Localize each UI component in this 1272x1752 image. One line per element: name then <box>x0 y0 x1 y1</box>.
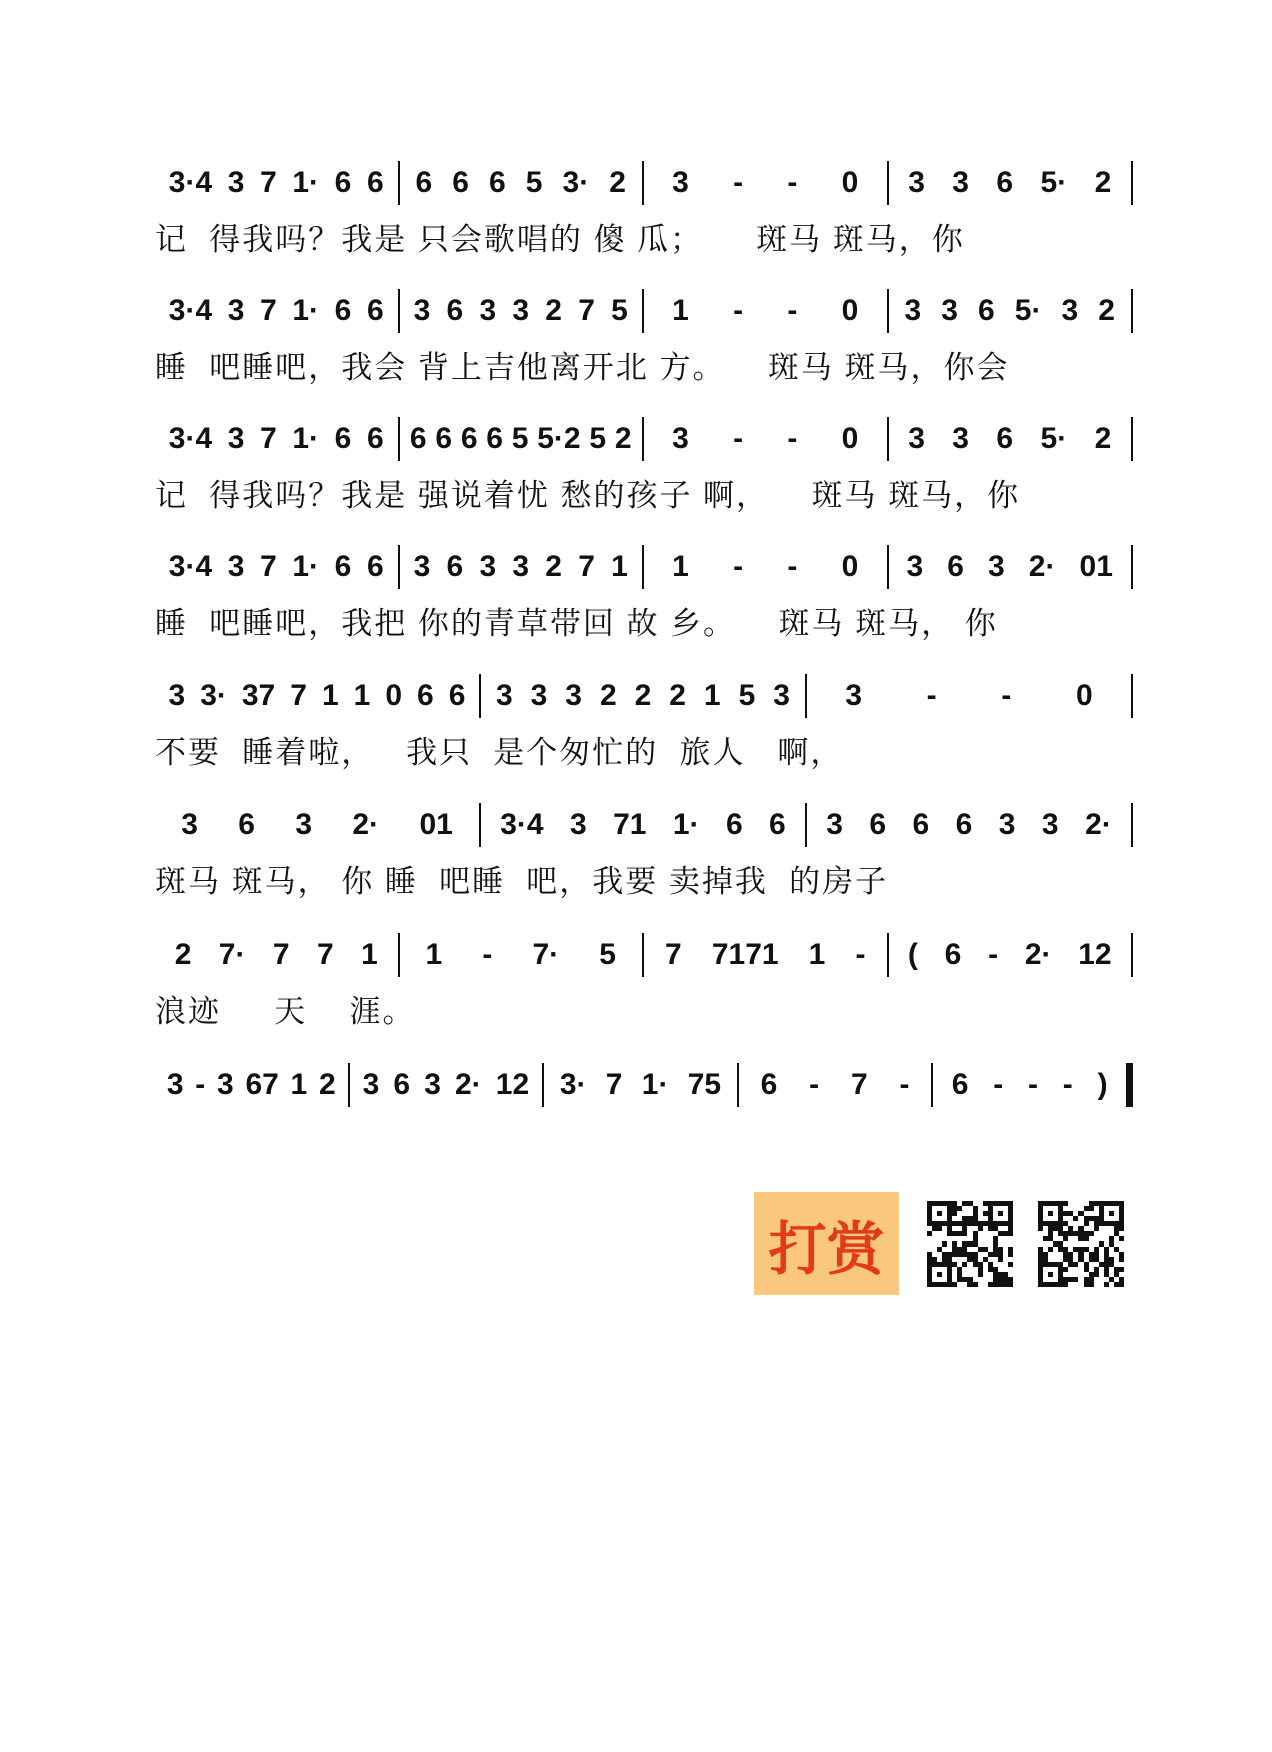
measure <box>544 1068 737 1102</box>
note: 6 <box>769 808 786 841</box>
note: 1 <box>672 294 689 327</box>
note: 0 <box>841 422 859 455</box>
barline <box>1131 161 1133 205</box>
note: 01 <box>1079 550 1113 583</box>
note: 2 <box>1094 422 1112 455</box>
note: 3 <box>998 808 1016 841</box>
note: ) <box>1097 1068 1108 1101</box>
note: 7· <box>532 938 560 971</box>
note: 12 <box>1078 938 1112 971</box>
note: - <box>899 1068 910 1101</box>
note: 6 <box>334 166 352 199</box>
note: 7 <box>850 1068 868 1101</box>
note: 0 <box>841 550 859 583</box>
note: 3· <box>562 166 590 199</box>
note: 3 <box>908 166 925 199</box>
note: 7 <box>578 550 595 583</box>
note: 3·4 <box>168 166 213 199</box>
barline <box>1126 1063 1133 1107</box>
measure <box>807 679 1131 713</box>
note: 7 <box>260 294 277 327</box>
lyrics: 睡 吧睡吧，我会 背上吉他离开北 方。 斑马 斑马，你会 <box>155 350 1010 385</box>
measure <box>739 1068 932 1102</box>
measure <box>807 808 1131 842</box>
notation <box>155 673 1133 719</box>
note: 3 <box>479 294 497 327</box>
measure <box>481 808 805 842</box>
note: 6 <box>393 1068 411 1101</box>
note: 6 <box>489 166 506 199</box>
note: 3 <box>826 808 843 841</box>
note: 1 <box>290 1068 308 1101</box>
note: 2 <box>634 679 652 712</box>
measure <box>644 422 887 456</box>
note: 2· <box>352 808 380 841</box>
note: 1· <box>292 166 320 199</box>
note: 3 <box>952 422 969 455</box>
note: 3 <box>908 422 925 455</box>
reward-label: 打赏 <box>768 1216 885 1282</box>
note: 6 <box>334 294 352 327</box>
note: 3·4 <box>500 808 544 841</box>
note: 3 <box>530 679 548 712</box>
note: 3 <box>672 422 689 455</box>
note: 6 <box>448 679 466 712</box>
note: - <box>787 294 798 327</box>
note: - <box>787 166 798 199</box>
note: 3 <box>479 550 497 583</box>
note: 2 <box>1098 294 1115 327</box>
measure <box>155 808 479 842</box>
lyrics: 不要 睡着啦， 我只 是个匆忙的 旅人 啊， <box>155 735 844 770</box>
measure <box>155 550 398 584</box>
measure <box>155 938 398 972</box>
measure <box>644 166 887 200</box>
note: 5 <box>599 938 616 971</box>
measure <box>155 1068 348 1102</box>
measure <box>644 550 887 584</box>
note: 5·2 <box>537 422 581 455</box>
note: 7 <box>578 294 595 327</box>
note: 2 <box>545 550 562 583</box>
note: 3 <box>988 550 1005 583</box>
note: 6 <box>334 550 352 583</box>
barline <box>1131 417 1133 461</box>
note: 3 <box>495 679 513 712</box>
note: 3 <box>952 166 969 199</box>
note: - <box>787 422 798 455</box>
note: 6 <box>409 422 427 455</box>
note: 1 <box>611 550 628 583</box>
note: 3 <box>413 294 431 327</box>
note: 2 <box>669 679 686 712</box>
note: 2 <box>599 679 617 712</box>
measure <box>400 294 643 328</box>
note: 3 <box>512 550 530 583</box>
note: 3· <box>559 1068 587 1101</box>
note: 1· <box>641 1068 669 1101</box>
note: - <box>787 550 798 583</box>
lyrics: 斑马 斑马， 你 睡 吧睡 吧，我要 卖掉我 的房子 <box>155 864 889 899</box>
note: 6 <box>435 422 453 455</box>
note: 6 <box>725 808 743 841</box>
note: 3 <box>941 294 958 327</box>
note: - <box>482 938 493 971</box>
note: 3 <box>672 166 689 199</box>
note: 3 <box>512 294 530 327</box>
note: - <box>195 1068 206 1101</box>
qr-code-icon <box>927 1201 1013 1287</box>
measure <box>644 294 887 328</box>
note: 3 <box>904 294 922 327</box>
note: ( <box>907 938 918 971</box>
notation <box>155 288 1133 334</box>
measure <box>155 166 398 200</box>
note: 6 <box>760 1068 778 1101</box>
note: 1 <box>425 938 443 971</box>
note: 71 <box>613 808 647 841</box>
measure <box>644 938 887 972</box>
measure <box>400 166 643 200</box>
note: 6 <box>460 422 478 455</box>
measure <box>400 938 643 972</box>
note: 2 <box>174 938 192 971</box>
score-line <box>155 160 1133 259</box>
note: 12 <box>495 1068 530 1101</box>
note: 2 <box>1094 166 1112 199</box>
note: 1· <box>292 550 320 583</box>
note: - <box>988 938 999 971</box>
note: - <box>1062 1068 1073 1101</box>
note: 2· <box>454 1068 482 1101</box>
note: 6 <box>415 166 433 199</box>
note: 6 <box>446 294 464 327</box>
note: 1 <box>353 679 371 712</box>
measure <box>933 1068 1126 1102</box>
notation <box>155 544 1133 590</box>
note: 6 <box>955 808 973 841</box>
note: 6 <box>446 550 464 583</box>
measure <box>400 422 643 456</box>
score-line <box>155 1062 1133 1116</box>
lyrics: 睡 吧睡吧，我把 你的青草带回 故 乡。 斑马 斑马， 你 <box>155 606 998 641</box>
note: 6 <box>486 422 503 455</box>
note: 3 <box>227 166 245 199</box>
note: 2 <box>609 166 626 199</box>
note: 0 <box>841 294 859 327</box>
measure <box>889 938 1132 972</box>
note: 2 <box>318 1068 336 1101</box>
score-line <box>155 802 1133 901</box>
note: - <box>733 166 744 199</box>
note: - <box>1028 1068 1039 1101</box>
note: 6 <box>912 808 930 841</box>
note: 7171 <box>711 938 779 971</box>
note: - <box>855 938 866 971</box>
note: 3 <box>565 679 582 712</box>
note: 3 <box>1041 808 1059 841</box>
note: 2· <box>1028 550 1056 583</box>
note: 6 <box>238 808 255 841</box>
note: 3 <box>569 808 587 841</box>
notation <box>155 1062 1133 1108</box>
note: 5· <box>1014 294 1042 327</box>
note: 3·4 <box>168 294 213 327</box>
note: 1 <box>672 550 689 583</box>
note: 1 <box>808 938 826 971</box>
note: 7 <box>316 938 334 971</box>
note: 3 <box>166 1068 184 1101</box>
note: 6 <box>944 938 962 971</box>
measure <box>155 294 398 328</box>
note: 3 <box>227 550 245 583</box>
note: 6 <box>996 422 1014 455</box>
note: 5 <box>511 422 529 455</box>
note: 3·4 <box>168 550 213 583</box>
note: 3 <box>295 808 312 841</box>
note: 3 <box>181 808 198 841</box>
note: - <box>809 1068 820 1101</box>
measure <box>889 550 1132 584</box>
measure <box>155 422 398 456</box>
note: 3 <box>227 294 245 327</box>
lyrics: 记 得我吗？我是 只会歌唱的 傻 瓜； 斑马 斑马，你 <box>155 222 965 257</box>
note: 6 <box>947 550 964 583</box>
note: 7 <box>260 422 277 455</box>
note: 3·4 <box>168 422 213 455</box>
note: 3 <box>906 550 924 583</box>
measure <box>889 294 1132 328</box>
measure <box>350 1068 543 1102</box>
note: 3 <box>1061 294 1079 327</box>
note: - <box>926 679 937 712</box>
note: 6 <box>951 1068 969 1101</box>
note: 2 <box>614 422 632 455</box>
note: 7 <box>272 938 290 971</box>
measure <box>481 679 805 713</box>
note: 2· <box>1024 938 1052 971</box>
note: 0 <box>1075 679 1093 712</box>
note: 7· <box>218 938 246 971</box>
measure <box>400 550 643 584</box>
barline <box>1131 545 1133 589</box>
note: 1 <box>361 938 378 971</box>
note: 7 <box>260 550 277 583</box>
note: 1· <box>292 294 320 327</box>
note: 5 <box>589 422 607 455</box>
notation <box>155 160 1133 206</box>
note: 3· <box>200 679 227 712</box>
note: 1 <box>703 679 721 712</box>
note: 6 <box>452 166 469 199</box>
barline <box>1131 803 1133 847</box>
note: 5 <box>525 166 543 199</box>
note: 6 <box>334 422 352 455</box>
score-line <box>155 544 1133 643</box>
barline <box>1131 933 1133 977</box>
note: 37 <box>241 679 276 712</box>
barline <box>1131 674 1133 718</box>
note: 7 <box>290 679 307 712</box>
note: 7 <box>605 1068 623 1101</box>
note: 6 <box>366 550 384 583</box>
note: 3 <box>227 422 245 455</box>
note: - <box>733 422 744 455</box>
lyrics: 浪迹 天 涯。 <box>155 994 416 1029</box>
note: 1· <box>672 808 700 841</box>
note: 6 <box>366 294 384 327</box>
note: - <box>993 1068 1004 1101</box>
measure <box>889 166 1132 200</box>
note: 3 <box>217 1068 234 1101</box>
note: 75 <box>687 1068 722 1101</box>
note: 0 <box>385 679 402 712</box>
notation <box>155 802 1133 848</box>
lyrics: 记 得我吗？我是 强说着忧 愁的孩子 啊， 斑马 斑马，你 <box>155 478 1021 513</box>
note: 3 <box>773 679 790 712</box>
note: 1· <box>292 422 320 455</box>
note: - <box>733 294 744 327</box>
note: 3 <box>413 550 431 583</box>
measure <box>889 422 1132 456</box>
note: 6 <box>417 679 434 712</box>
note: 5· <box>1040 166 1068 199</box>
note: 5 <box>738 679 756 712</box>
note: - <box>733 550 744 583</box>
note: 3 <box>845 679 863 712</box>
note: 2 <box>545 294 562 327</box>
qr-code-icon <box>1038 1201 1124 1287</box>
note: 0 <box>841 166 859 199</box>
note: 5· <box>1040 422 1068 455</box>
notation <box>155 416 1133 462</box>
note: 6 <box>869 808 887 841</box>
note: 67 <box>245 1068 279 1101</box>
note: - <box>1001 679 1012 712</box>
note: 01 <box>419 808 453 841</box>
note: 5 <box>611 294 628 327</box>
measure <box>155 679 479 713</box>
note: 7 <box>665 938 682 971</box>
note: 2· <box>1085 808 1112 841</box>
reward-button[interactable] <box>754 1192 899 1295</box>
note: 6 <box>996 166 1014 199</box>
note: 3 <box>362 1068 380 1101</box>
note: 3 <box>424 1068 441 1101</box>
note: 6 <box>366 422 384 455</box>
note: 3 <box>168 679 186 712</box>
note: 6 <box>366 166 384 199</box>
score-line <box>155 288 1133 387</box>
score-line <box>155 416 1133 515</box>
score-line <box>155 673 1133 772</box>
score-line <box>155 932 1133 1031</box>
note: 6 <box>978 294 995 327</box>
notation <box>155 932 1133 978</box>
note: 1 <box>321 679 339 712</box>
note: 7 <box>260 166 277 199</box>
barline <box>1131 289 1133 333</box>
